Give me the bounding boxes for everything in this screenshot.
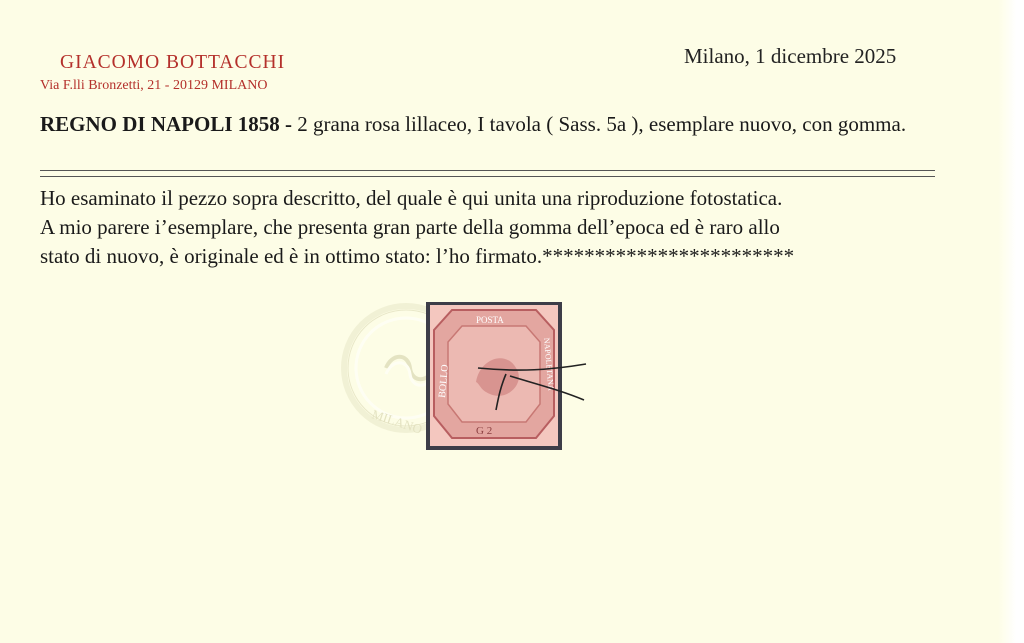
stamp-top-text: POSTA <box>476 315 504 325</box>
paper-edge <box>998 0 1024 643</box>
double-separator <box>40 170 935 177</box>
description-heading: REGNO DI NAPOLI 1858 - <box>40 112 293 136</box>
certificate-date: Milano, 1 dicembre 2025 <box>684 44 897 68</box>
stamp-value: G 2 <box>476 425 493 437</box>
stamp-left-text: BOLLO <box>437 364 451 399</box>
stamp-photo-area <box>330 298 600 458</box>
letterhead-address: Via F.lli Bronzetti, 21 - 20129 MILANO <box>40 78 268 93</box>
stamp-image <box>330 298 600 458</box>
statement-line: Ho esaminato il pezzo sopra descritto, del quale è qui unita una riproduzione fotostatica. <box>40 186 783 210</box>
description-text: 2 grana rosa lillaceo, I tavola ( Sass. 5a ), esemplare nuovo, con gomma. <box>292 112 907 136</box>
statement-line: stato di nuovo, è originale ed è in ottimo stato: l’ho firmato.************************ <box>40 244 795 268</box>
expert-statement <box>40 184 980 271</box>
stamp-description <box>40 110 970 139</box>
seal-text: MILANO <box>370 406 425 437</box>
statement-line: A mio parere i’esemplare, che presenta gran parte della gomma dell’epoca ed è raro allo <box>40 215 780 239</box>
stamp-right-text: NAPOLETANA <box>542 337 556 392</box>
letterhead-name: GIACOMO BOTTACCHI <box>60 52 286 73</box>
